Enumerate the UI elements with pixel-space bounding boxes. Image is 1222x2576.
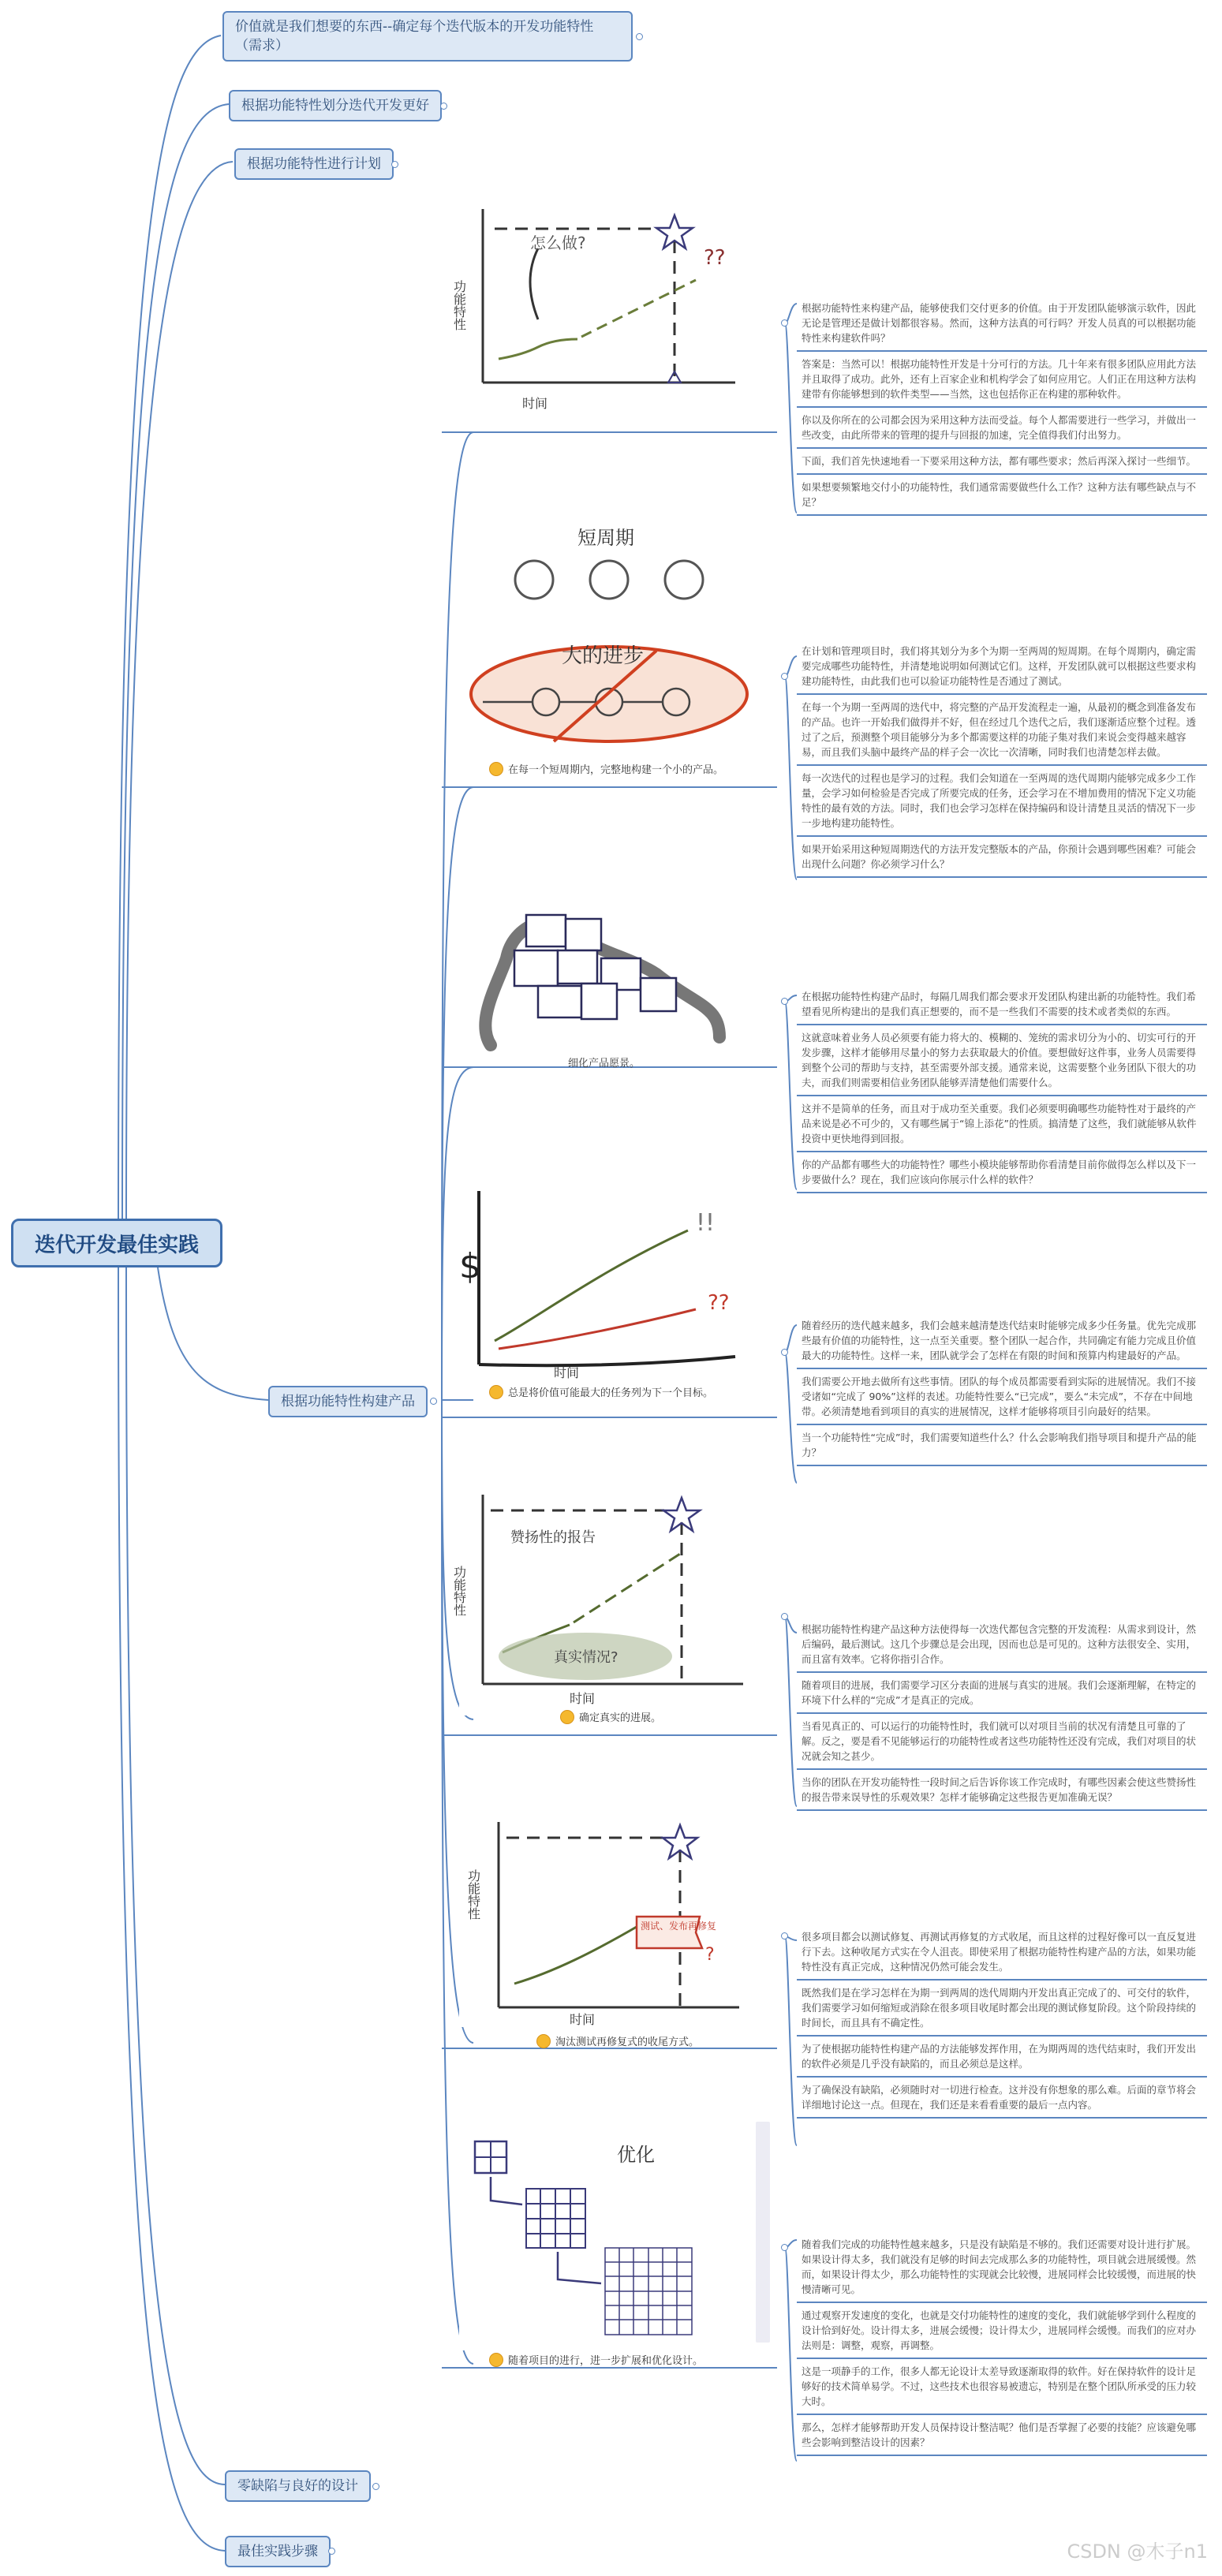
topic-zero-defects[interactable]: [225, 2470, 371, 2502]
topic-label: 价值就是我们想要的东西--确定每个迭代版本的开发功能特性（需求）: [235, 19, 594, 54]
watermark: CSDN @木子n1: [1067, 2541, 1208, 2563]
collapse-dot[interactable]: [781, 319, 788, 327]
note: 为了确保没有缺陷，必须随时对一切进行检查。这并没有你想象的那么难。后面的章节将会详细地讨论这一点。但现在，我们还是来看看重要的最后一点内容。: [797, 2078, 1207, 2119]
topic-label: 根据功能特性构建产品: [281, 1394, 415, 1409]
sketch-ylabel: 功能特性: [451, 280, 467, 330]
note: 随着我们完成的功能特性越来越多，只是没有缺陷是不够的。我们还需要对设计进行扩展。如果设计得太多，我们就没有足够的时间去完成那么多的功能特性，项目就会进展缓慢。然而，如果设计得太少，那么功能特性的实现就会比较慢，进展同样会比较缓慢，而进展的快慢清晰可见。: [797, 2232, 1207, 2303]
notes-section-4: [797, 1313, 1207, 1466]
topic-label: 根据功能特性进行计划: [247, 156, 381, 172]
note: 在根据功能特性构建产品时，每隔几周我们都会要求开发团队构建出新的功能特性。我们希望看见所构建出的是我们真正想要的，而不是一些我们不需要的技术或者类似的东西。: [797, 984, 1207, 1025]
sketch-flag: 测试、发布再修复: [641, 1921, 717, 1932]
image-caption: 在每一个短周期内，完整地构建一个小的产品。: [489, 761, 723, 776]
collapse-dot[interactable]: [781, 1349, 788, 1356]
collapse-dot[interactable]: [636, 33, 643, 40]
sketch-marks: ??: [704, 246, 726, 270]
root-label: 迭代开发最佳实践: [34, 1233, 199, 1257]
topic-label: 根据功能特性划分迭代开发更好: [241, 98, 429, 114]
note: 答案是：当然可以！根据功能特性开发是十分可行的方法。几十年来有很多团队应用此方法并且取得了成功。此外，还有上百家企业和机构学会了如何应用它。人们正在用这种方法构建带有你能够想到的软件类型——当然，这也包括你正在构建的那种软件。: [797, 352, 1207, 408]
sketch-marks: ?: [705, 1945, 715, 1965]
sketch-xlabel: 时间: [570, 1691, 596, 1706]
note: 你的产品都有哪些大的功能特性？哪些小模块能够帮助你看清楚目前你做得怎么样以及下一步要做什么？现在，我们应该向你展示什么样的软件？: [797, 1152, 1207, 1193]
collapse-dot[interactable]: [372, 2483, 379, 2490]
sketch-test-fix: [459, 1814, 760, 2027]
sketch-ylabel: 功能特性: [465, 1869, 481, 1920]
collapse-dot[interactable]: [391, 161, 398, 168]
collapse-dot[interactable]: [781, 1932, 788, 1939]
note: 在每一个为期一至两周的迭代中，将完整的产品开发流程走一遍，从最初的概念到准备发布的产品。也许一开始我们做得并不好，但在经过几个迭代之后，我们逐渐适应整个过程。透过了之后，预测整个项目能够分为多个都需要这样的功能子集对我们来说会变得越来越容易，而且我们头脑中最终产品的样子会一次比一次清晰，同时我们也清楚怎样去做。: [797, 695, 1207, 766]
sketch-value-chart: [459, 1183, 760, 1380]
sketch-optimize-design: [459, 2130, 760, 2350]
collapse-dot[interactable]: [781, 1613, 788, 1620]
topic-label: 最佳实践步骤: [237, 2544, 318, 2559]
sketch-xlabel: 时间: [554, 1365, 580, 1380]
smiley-icon: [489, 762, 503, 776]
topic-iterate-by-features[interactable]: [229, 90, 442, 121]
note: 下面，我们首先快速地看一下要采用这种方法，都有哪些要求；然后再深入探讨一些细节。: [797, 449, 1207, 475]
sketch-annotation-2: 真实情况?: [554, 1649, 618, 1666]
note: 我们需要公开地去做所有这些事情。团队的每个成员都需要看到实际的进展情况。我们不接受诸如“完成了 90%”这样的表述。功能特性要么“已完成”，要么“未完成”，不存在中间地带。必须清楚地看到项目的真实的进展情况，这样才能够将项目引向最好的结果。: [797, 1369, 1207, 1425]
note: 如果想要频繁地交付小的功能特性，我们通常需要做些什么工作？这种方法有哪些缺点与不足？: [797, 475, 1207, 516]
sketch-real-progress: [451, 1487, 760, 1715]
notes-section-5: [797, 1617, 1207, 1811]
note: 根据功能特性构建产品这种方法使得每一次迭代都包含完整的开发流程：从需求到设计，然后编码，最后测试。这几个步骤总是会出现，因而也总是可见的。这种方法很安全、实用，而且富有效率。它将你指引合作。: [797, 1617, 1207, 1673]
sketch-marks-2: ??: [708, 1291, 730, 1315]
note: 随着项目的进展，我们需要学习区分表面的进展与真实的进展。我们会逐渐理解，在特定的环境下什么样的“完成”才是真正的完成。: [797, 1673, 1207, 1714]
sketch-marks-1: !!: [696, 1209, 716, 1237]
notes-section-2: [797, 639, 1207, 878]
sketch-xlabel: 时间: [570, 2012, 596, 2027]
image-scrollbar[interactable]: [756, 2122, 770, 2343]
root-topic[interactable]: [11, 1219, 222, 1267]
sketch-ylabel: $: [459, 1246, 481, 1286]
collapse-dot[interactable]: [781, 673, 788, 680]
image-caption: 淘汰测试再修复式的收尾方式。: [536, 2033, 699, 2048]
smiley-icon: [536, 2034, 551, 2048]
note: 当一个功能特性“完成”时，我们需要知道些什么？什么会影响我们指导项目和提升产品的能力？: [797, 1425, 1207, 1466]
sketch-annotation-1: 赞扬性的报告: [510, 1529, 596, 1546]
note: 既然我们是在学习怎样在为期一到两周的迭代周期内开发出真正完成了的、可交付的软件，我们需要学习如何缩短或消除在很多项目收尾时都会出现的测试修复阶段。这个阶段持续的时间长，而且具有不确定性。: [797, 1981, 1207, 2037]
note: 为了使根据功能特性构建产品的方法能够发挥作用，在为期两周的迭代结束时，我们开发出的软件必须是几乎没有缺陷的，而且必须总是这样。: [797, 2037, 1207, 2078]
topic-plan-by-features[interactable]: [234, 148, 394, 180]
sketch-xlabel: 时间: [522, 396, 548, 411]
notes-section-6: [797, 1925, 1207, 2119]
sketch-annotation: 怎么做?: [530, 233, 586, 252]
collapse-dot[interactable]: [781, 998, 788, 1005]
note: 当看见真正的、可以运行的功能特性时，我们就可以对项目当前的状况有清楚且可靠的了解。反之，要是看不见能够运行的功能特性或者这些功能特性还没有完成，我们对项目的状况就会知之甚少。: [797, 1714, 1207, 1770]
note: 当你的团队在开发功能特性一段时间之后告诉你该工作完成时，有哪些因素会使这些赞扬性的报告带来误导性的乐观效果？怎样才能够确定这些报告更加准确无误？: [797, 1770, 1207, 1811]
image-caption: 细化产品愿景。: [568, 1058, 641, 1070]
topic-build-by-features[interactable]: [268, 1386, 428, 1417]
note: 如果开始采用这种短周期迭代的方法开发完整版本的产品，你预计会遇到哪些困难？可能会出现什么问题？你必须学习什么？: [797, 837, 1207, 878]
note: 很多项目都会以测试修复、再测试再修复的方式收尾，而且这样的过程好像可以一直反复进行下去。这种收尾方式实在令人沮丧。即使采用了根据功能特性构建产品的方法，如果功能特性没有真正完成，这种情况仍然可能会发生。: [797, 1925, 1207, 1981]
sketch-title: 短周期: [577, 527, 634, 549]
note: 通过观察开发速度的变化，也就是交付功能特性的速度的变化，我们就能够学到什么程度的设计恰到好处。设计得太多，进展会缓慢；设计得太少，进展同样会缓慢。而我们的应对办法则是：调整，观察，再调整。: [797, 2303, 1207, 2359]
note: 随着经历的迭代越来越多，我们会越来越清楚迭代结束时能够完成多少任务量。优先完成那些最有价值的功能特性，这一点至关重要。整个团队一起合作，共同确定有能力完成且价值最大的功能特性。这样一来，团队就学会了怎样在有限的时间和预算内构建最好的产品。: [797, 1313, 1207, 1369]
notes-section-1: [797, 296, 1207, 516]
note: 你以及你所在的公司都会因为采用这种方法而受益。每个人都需要进行一些学习，并做出一些改变，由此所带来的管理的提升与回报的加速，完全值得我们付出努力。: [797, 408, 1207, 449]
notes-section-7: [797, 2232, 1207, 2456]
topic-label: 零缺陷与良好的设计: [237, 2478, 358, 2494]
smiley-icon: [489, 1385, 503, 1399]
sketch-ylabel: 功能特性: [451, 1566, 467, 1616]
note: 根据功能特性来构建产品，能够使我们交付更多的价值。由于开发团队能够演示软件，因此无论是管理还是做计划都很容易。然而，这种方法真的可行吗？开发人员真的可以根据功能特性来构建软件吗？: [797, 296, 1207, 352]
sketch-refine-vision: [459, 887, 760, 1065]
note: 这是一项静手的工作，很多人都无论设计太差导致逐渐取得的软件。好在保持软件的设计足够好的技术简单易学。不过，这些技术也很容易被遗忘，特别是在整个团队所承受的压力较大时。: [797, 2359, 1207, 2415]
note: 这就意味着业务人员必须要有能力将大的、模糊的、笼统的需求切分为小的、切实可行的开发步骤，这样才能够用尽量小的努力去获取最大的价值。要想做好这件事，业务人员需要得到整个公司的帮助与支持，甚至需要外部支援。通常来说，这需要整个业务团队下很大的功夫，而我们则需要相信业务团队能够弄清楚他们需要什么。: [797, 1025, 1207, 1096]
collapse-dot[interactable]: [328, 2548, 335, 2555]
topic-best-steps[interactable]: [225, 2536, 331, 2567]
sketch-title: 优化: [617, 2144, 655, 2166]
sketch-feature-chart: [451, 201, 760, 430]
smiley-icon: [560, 1710, 574, 1724]
collapse-dot[interactable]: [781, 2244, 788, 2251]
note: 这并不是简单的任务，而且对于成功至关重要。我们必须要明确哪些功能特性对于最终的产品来说是必不可少的，又有哪些属于“锦上添花”的性质。搞清楚了这些，我们就能够从软件投资中更快地得到回报。: [797, 1096, 1207, 1152]
sketch-subtitle: 大的进步: [562, 644, 645, 668]
image-caption: 确定真实的进展。: [560, 1709, 661, 1724]
note: 每一次迭代的过程也是学习的过程。我们会知道在一至两周的迭代周期内能够完成多少工作量，会学习如何检验是否完成了所要完成的任务，还会学习在不增加费用的情况下定义功能特性的最有效的方法。同时，我们也会学习怎样在保持编码和设计清楚且灵活的情况下一步一步地构建功能特性。: [797, 766, 1207, 837]
sketch-short-cycles: [459, 513, 760, 773]
note: 在计划和管理项目时，我们将其划分为多个为期一至两周的短周期。在每个周期内，确定需要完成哪些功能特性，并清楚地说明如何测试它们。这样，开发团队就可以根据这些要求构建功能特性，由此我们也可以验证功能特性是否通过了测试。: [797, 639, 1207, 695]
note: 那么，怎样才能够帮助开发人员保持设计整洁呢？他们是否掌握了必要的技能？应该避免哪些会影响到整洁设计的因素？: [797, 2415, 1207, 2456]
topic-value-features[interactable]: [222, 11, 633, 62]
image-caption: 随着项目的进行，进一步扩展和优化设计。: [489, 2352, 703, 2367]
notes-section-3: [797, 984, 1207, 1193]
collapse-dot[interactable]: [430, 1398, 437, 1405]
smiley-icon: [489, 2353, 503, 2367]
image-caption: 总是将价值可能最大的任务列为下一个目标。: [489, 1384, 713, 1399]
collapse-dot[interactable]: [440, 103, 447, 110]
